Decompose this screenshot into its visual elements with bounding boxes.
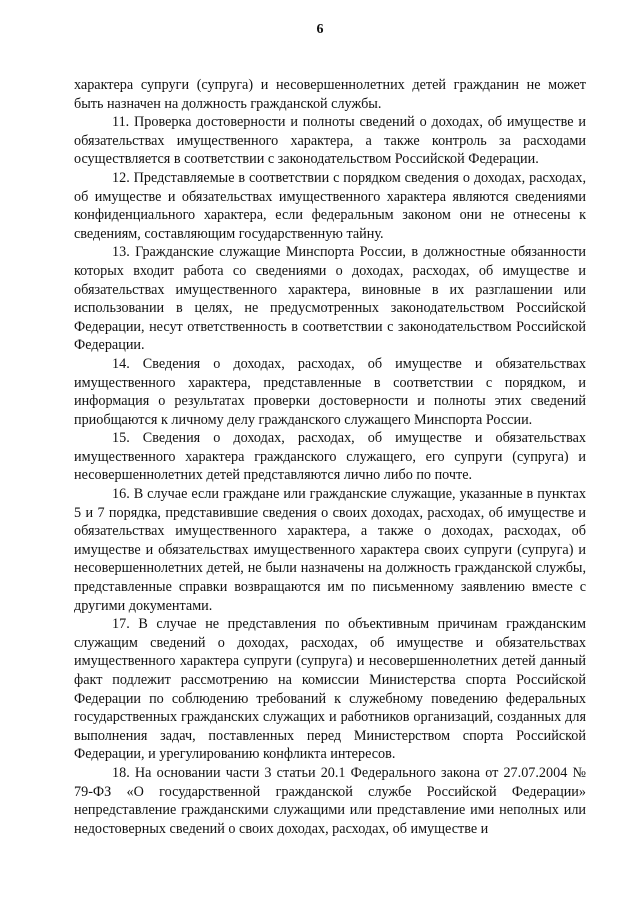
paragraph-item-13: 13. Гражданские служащие Минспорта России, в должностные обязанности которых входит работа со сведениями о доходах, расходах, об имуществе и обязательствах имущественного характера, виновные в их разглашении или использовании в целях, не предусмотренных законодательством Российской Федерации, несут ответственность в соответствии с законодательством Российской Федерации. xyxy=(74,244,586,354)
paragraph-item-17: 17. В случае не представления по объективным причинам гражданским служащим сведений о доходах, расходах, об имуществе и обязательствах имущественного характера супруги (супруга) и несовершеннолетних детей данный факт подлежит рассмотрению на комиссии Министерства спорта Российской Федерации по соблюдению требований к служебному поведению федеральных государственных гражданских служащих и работников организаций, созданных для выполнения задач, поставленных перед Министерством спорта Российской Федерации, и урегулированию конфликта интересов. xyxy=(74,616,586,763)
paragraph-item-14: 14. Сведения о доходах, расходах, об имуществе и обязательствах имущественного характера, представленные в соответствии с порядком, и информация о результатах проверки достоверности и полноты этих сведений приобщаются к личному делу гражданского служащего Минспорта России. xyxy=(74,355,586,428)
page-number: 6 xyxy=(316,22,324,37)
paragraph-item-18: 18. На основании части 3 статьи 20.1 Федерального закона от 27.07.2004 № 79-ФЗ «О государственной гражданской службе Российской Федерации» непредставление гражданскими служащими или представление ими неполных или недостоверных сведений о своих доходах, расходах, об имуществе и xyxy=(74,764,586,837)
paragraph-item-15: 15. Сведения о доходах, расходах, об имуществе и обязательствах имущественного характера гражданского служащего, его супруги (супруга) и несовершеннолетних детей представляются лично либо по почте. xyxy=(74,430,586,484)
paragraph-item-12: 12. Представляемые в соответствии с порядком сведения о доходах, расходах, об имуществе и обязательствах имущественного характера являются сведениями конфиденциального характера, если федеральным законом они не отнесены к сведениям, составляющим государственную тайну. xyxy=(74,169,586,242)
paragraph-item-16: 16. В случае если граждане или гражданские служащие, указанные в пунктах 5 и 7 порядка, представившие сведения о своих доходах, расходах, об имуществе и обязательствах имущественного характера, а также о доходах, расходах, об имуществе и обязательствах имущественного характера своих супруги (супруга) и несовершеннолетних детей, не были назначены на должность гражданской службы, представленные справки возвращаются им по письменному заявлению вместе с другими документами. xyxy=(74,486,586,614)
paragraph-continuation: характера супруги (супруга) и несовершеннолетних детей гражданин не может быть назначен на должность гражданской службы. xyxy=(74,77,586,112)
paragraph-item-11: 11. Проверка достоверности и полноты сведений о доходах, об имуществе и обязательствах имущественного характера, а также контроль за расходами осуществляется в соответствии с законодательством Российской Федерации. xyxy=(74,114,586,168)
document-body xyxy=(74,76,586,838)
